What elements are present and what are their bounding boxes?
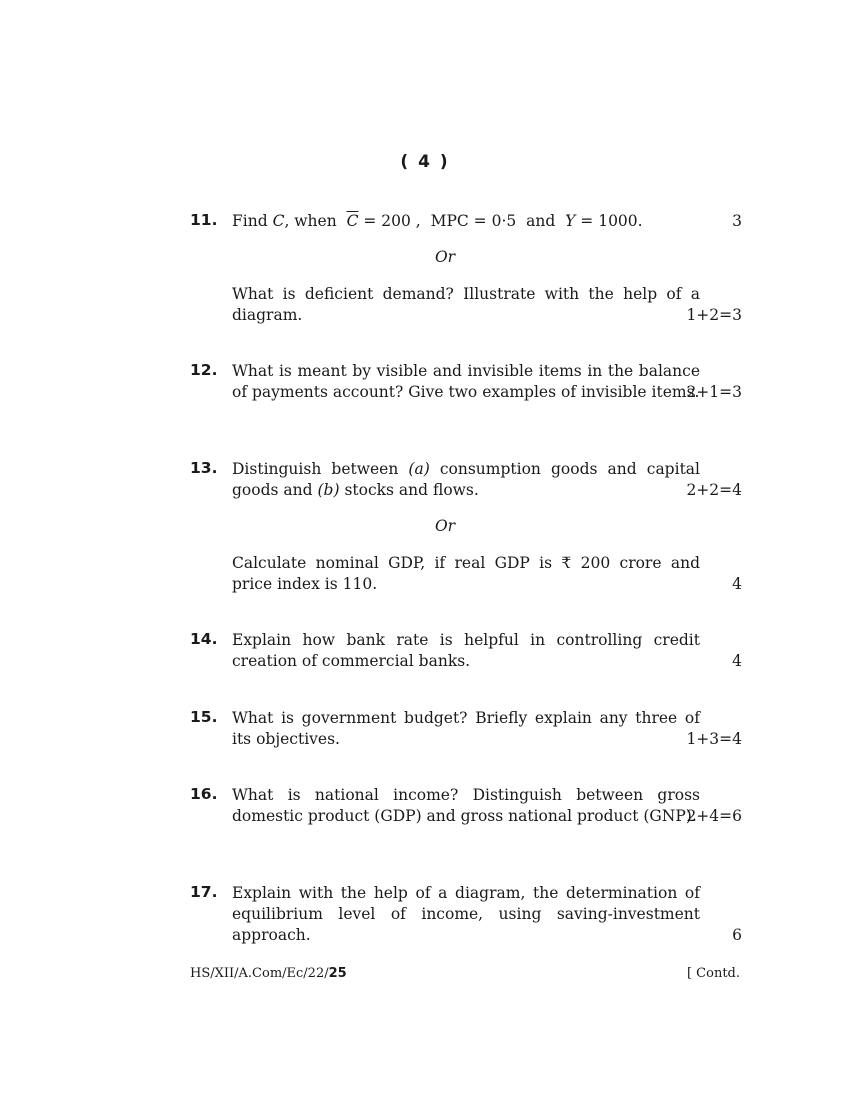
question-marks: 2+2=4 xyxy=(686,481,742,499)
paper-code-text: HS/XII/A.Com/Ec/22/ xyxy=(190,966,329,981)
question-text: Explain with the help of a diagram, the determination of equilibrium level of income, using saving-investment approach. xyxy=(232,884,700,944)
find-label: Find xyxy=(232,212,268,230)
question-12 xyxy=(190,361,742,403)
question-marks: 4 xyxy=(732,652,742,670)
question-number: 17. xyxy=(190,883,218,901)
text-segment: stocks and flows. xyxy=(344,481,479,499)
income-value: = 1000. xyxy=(580,212,643,230)
question-text xyxy=(232,459,700,501)
question-marks: 3 xyxy=(732,212,742,230)
mpc-value: MPC = 0·5 xyxy=(430,212,517,230)
question-text: Explain how bank rate is helpful in controlling credit creation of commercial banks. xyxy=(232,631,700,670)
question-17 xyxy=(190,883,742,946)
question-11 xyxy=(190,211,742,232)
text-segment: consumption goods and capital goods and xyxy=(232,460,700,499)
question-number: 12. xyxy=(190,361,218,379)
question-text: What is national income? Distinguish between gross domestic product (GDP) and gross national product (GNP). xyxy=(232,786,700,825)
question-marks: 4 xyxy=(732,575,742,593)
paper-code-number: 25 xyxy=(328,966,347,981)
question-number: 14. xyxy=(190,630,218,648)
variable-y: Y xyxy=(565,212,576,230)
autonomous-consumption-value: = 200 , xyxy=(363,212,421,230)
or-separator: Or xyxy=(434,517,456,535)
question-number: 11. xyxy=(190,211,218,229)
question-marks: 2+1=3 xyxy=(686,383,742,401)
when-label: , when xyxy=(284,212,337,230)
question-13 xyxy=(190,459,742,501)
question-marks: 2+4=6 xyxy=(686,807,742,825)
question-text: What is meant by visible and invisible items in the balance of payments account? Give two examples of invisible items. xyxy=(232,362,700,401)
question-text: Calculate nominal GDP, if real GDP is ₹ 200 crore and price index is 110. xyxy=(232,554,700,593)
question-text xyxy=(232,211,700,232)
page-number: ( 4 ) xyxy=(400,152,450,172)
label-b: (b) xyxy=(317,481,340,499)
label-a: (a) xyxy=(408,460,430,478)
text-segment: Distinguish between xyxy=(232,460,399,478)
question-marks: 6 xyxy=(732,926,742,944)
question-11-alternative xyxy=(190,284,742,326)
question-13-alternative xyxy=(190,553,742,595)
question-text: What is government budget? Briefly explain any three of its objectives. xyxy=(232,709,700,748)
question-number: 16. xyxy=(190,785,218,803)
variable-c: C xyxy=(272,212,285,230)
question-16 xyxy=(190,785,742,827)
autonomous-consumption-symbol: $\overline{C}$ xyxy=(346,212,359,230)
question-marks: 1+3=4 xyxy=(686,730,742,748)
and-label: and xyxy=(526,212,556,230)
or-separator: Or xyxy=(434,248,456,266)
question-number: 13. xyxy=(190,459,218,477)
question-14 xyxy=(190,630,742,672)
question-15 xyxy=(190,708,742,750)
paper-code xyxy=(190,966,347,981)
question-text: What is deficient demand? Illustrate with the help of a diagram. xyxy=(232,285,700,324)
question-number: 15. xyxy=(190,708,218,726)
continued-label: [ Contd. xyxy=(686,966,740,981)
question-marks: 1+2=3 xyxy=(686,306,742,324)
